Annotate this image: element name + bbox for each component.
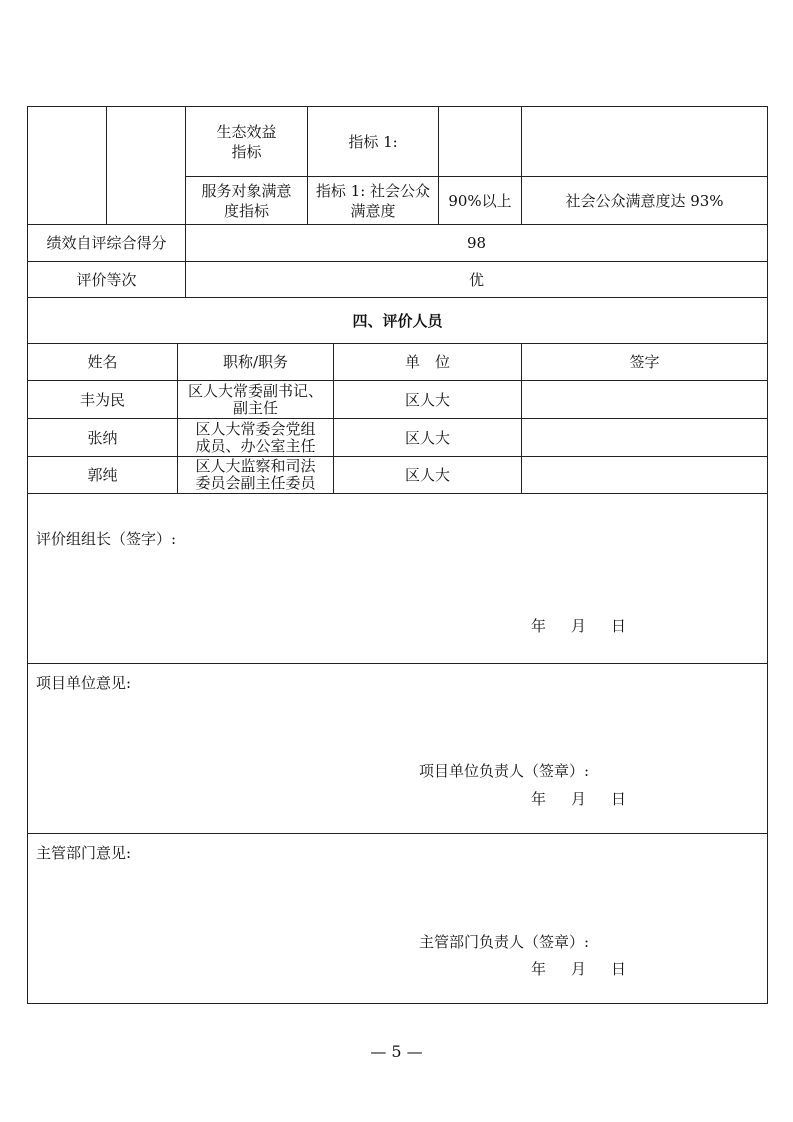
- score-label-text: 绩效自评综合得分: [46, 234, 167, 252]
- supervisor-date-month: 月: [571, 960, 587, 978]
- header-name-text: 姓名: [87, 353, 118, 371]
- leader-date-day: 日: [611, 617, 627, 635]
- header-unit: [334, 344, 521, 380]
- service-satisfaction-label: [186, 177, 307, 224]
- grade-label-text: 评价等次: [76, 270, 137, 289]
- table-row-title: [178, 419, 333, 456]
- evaluator-title-line2: 副主任: [232, 398, 278, 417]
- leader-sign-label: 评价组组长（签字）:: [36, 530, 177, 548]
- svc-label-line1: 服务对象满意: [201, 181, 292, 200]
- header-title: [178, 344, 333, 380]
- supervisor-opinion-label: 主管部门意见:: [36, 844, 132, 862]
- leader-date-year: 年: [531, 617, 547, 635]
- header-name: [28, 344, 177, 380]
- evaluator-title-line1: 区人大常委副书记、: [187, 381, 323, 400]
- section-title-text: 四、评价人员: [352, 311, 443, 330]
- eco-benefit-label: [186, 107, 307, 176]
- grid-line: [27, 493, 768, 494]
- supervisor-date-day: 日: [611, 960, 627, 978]
- table-row-unit: [334, 457, 521, 493]
- evaluator-unit: 区人大: [404, 466, 450, 484]
- evaluator-unit: 区人大: [404, 428, 450, 447]
- table-row-unit: [334, 381, 521, 418]
- header-unit-text: 单 位: [404, 353, 450, 371]
- table-row-name: [28, 419, 177, 456]
- svc-indicator-line1: 指标 1: 社会公众: [315, 181, 431, 200]
- table-row-title: [178, 381, 333, 418]
- grade-value-text: 优: [468, 270, 484, 289]
- eco-label-line1: 生态效益: [216, 122, 277, 141]
- grid-line: [106, 106, 107, 224]
- table-row-title: [178, 457, 333, 493]
- service-target: [439, 177, 521, 224]
- project-unit-opinion-label: 项目单位意见:: [36, 674, 132, 692]
- table-border-bottom: [27, 1003, 768, 1004]
- service-indicator: [308, 177, 438, 224]
- svc-actual-text: 社会公众满意度达 93%: [565, 191, 724, 210]
- table-row-name: [28, 457, 177, 493]
- table-border-right: [767, 106, 768, 1004]
- eco-indicator-text: 指标 1:: [348, 132, 398, 151]
- page-number: — 5 —: [370, 1042, 423, 1061]
- service-actual: [522, 177, 767, 224]
- supervisor-signer: 主管部门负责人（签章）:: [419, 933, 590, 951]
- project-date-month: 月: [571, 790, 587, 808]
- score-value: [186, 225, 767, 261]
- header-title-text: 职称/职务: [222, 353, 289, 371]
- table-row-unit: [334, 419, 521, 456]
- section-title: [28, 298, 767, 343]
- svc-label-line2: 度指标: [223, 201, 269, 220]
- eco-indicator: [308, 107, 438, 176]
- evaluator-title-line1: 区人大常委会党组: [195, 419, 316, 438]
- score-label: [28, 225, 185, 261]
- evaluator-name: 郭纯: [87, 466, 118, 484]
- header-sign-text: 签字: [629, 353, 660, 371]
- evaluator-name: 丰为民: [79, 390, 125, 409]
- project-unit-signer: 项目单位负责人（签章）:: [419, 762, 590, 780]
- eco-label-line2: 指标: [231, 142, 262, 161]
- table-row-name: [28, 381, 177, 418]
- evaluator-title-line1: 区人大监察和司法: [195, 457, 316, 475]
- grade-value: [186, 262, 767, 297]
- grid-line: [27, 663, 768, 664]
- supervisor-date-year: 年: [531, 960, 547, 978]
- svc-indicator-line2: 满意度: [350, 201, 396, 220]
- grade-label: [28, 262, 185, 297]
- grid-line: [27, 833, 768, 834]
- evaluator-title-line2: 委员会副主任委员: [195, 474, 316, 492]
- evaluator-unit: 区人大: [404, 390, 450, 409]
- header-sign: [522, 344, 767, 380]
- project-date-year: 年: [531, 790, 547, 808]
- evaluator-name: 张纳: [87, 428, 118, 447]
- project-date-day: 日: [611, 790, 627, 808]
- score-value-text: 98: [466, 234, 487, 252]
- svc-target-text: 90%以上: [448, 191, 512, 210]
- evaluator-title-line2: 成员、办公室主任: [195, 436, 316, 455]
- leader-date-month: 月: [571, 617, 587, 635]
